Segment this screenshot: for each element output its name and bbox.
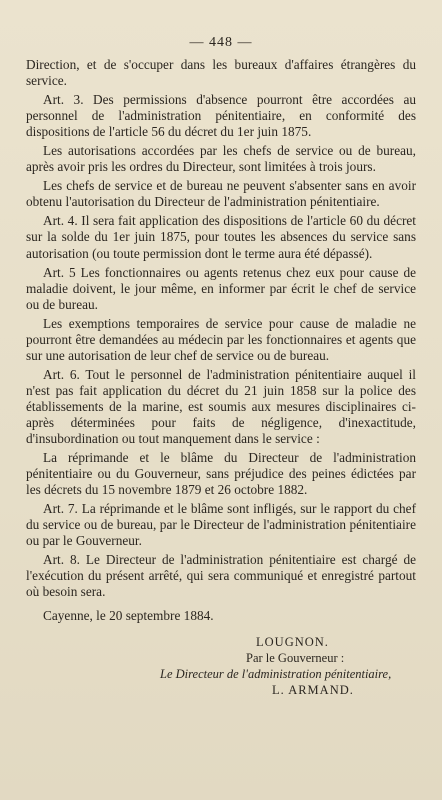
paragraph-article-7: Art. 7. La réprimande et le blâme sont infligés, sur le rapport du chef du service ou de bureau, par le Directeur de l'administration pénitentiaire ou par le Gouverneur. bbox=[26, 501, 416, 549]
paragraph-article-6: Art. 6. Tout le personnel de l'administration pénitentiaire auquel il n'est pas fait application du décret du 21 juin 1858 sur la police des établissements de la marine, est soumis aux mesures disciplinaires ci-après déterminées pour faits de négligence, d'inexactitude, d'insubordination ou tout manquement dans le service : bbox=[26, 366, 416, 447]
paragraph-article-5: Art. 5 Les fonctionnaires ou agents retenus chez eux pour cause de maladie doivent, le jour même, en informer par écrit le chef de service ou de bureau. bbox=[26, 264, 416, 312]
paragraph-reprimand: La réprimande et le blâme du Directeur de l'administration pénitentiaire ou du Gouverneur, sans préjudice des peines édictées par les décrets du 15 novembre 1879 et 26 octobre 1882. bbox=[26, 450, 416, 498]
paragraph-continuation: Direction, et de s'occuper dans les bureaux d'affaires étrangères du service. bbox=[26, 57, 416, 89]
place-date: Cayenne, le 20 septembre 1884. bbox=[43, 607, 214, 623]
paragraph-article-8: Art. 8. Le Directeur de l'administration pénitentiaire est chargé de l'exécution du présent arrêté, qui sera communiqué et enregistré partout où besoin sera. bbox=[26, 552, 416, 600]
signature-name: LOUGNON. bbox=[256, 634, 329, 649]
paragraph-article-4: Art. 4. Il sera fait application des dispositions de l'article 60 du décret sur la solde du 1er juin 1875, pour toutes les absences du service sans autorisation (ou toute permission dont le terme aura été dépassé). bbox=[26, 213, 416, 261]
page-number: — 448 — bbox=[189, 35, 253, 50]
paragraph-exemptions: Les exemptions temporaires de service pour cause de maladie ne pourront être demandées au médecin par les fonctionnaires et agents que sur une autorisation de leur chef de service ou de bureau. bbox=[26, 315, 416, 363]
paragraph-service-chiefs: Les chefs de service et de bureau ne peuvent s'absenter sans en avoir obtenu l'autorisation du Directeur de l'administration pénitentiaire. bbox=[26, 178, 416, 210]
paragraph-article-3: Art. 3. Des permissions d'absence pourront être accordées au personnel de l'administration pénitentiaire, en conformité des dispositions de l'article 56 du décret du 1er juin 1875. bbox=[26, 92, 416, 140]
signature-director-name: L. ARMAND. bbox=[272, 682, 354, 697]
paragraph-authorizations: Les autorisations accordées par les chefs de service ou de bureau, après avoir pris les ordres du Directeur, sont limitées à trois jours. bbox=[26, 143, 416, 175]
signature-title-line: Le Directeur de l'administration pénitentiaire, bbox=[160, 666, 392, 681]
signature-by-line: Par le Gouverneur : bbox=[246, 650, 345, 665]
